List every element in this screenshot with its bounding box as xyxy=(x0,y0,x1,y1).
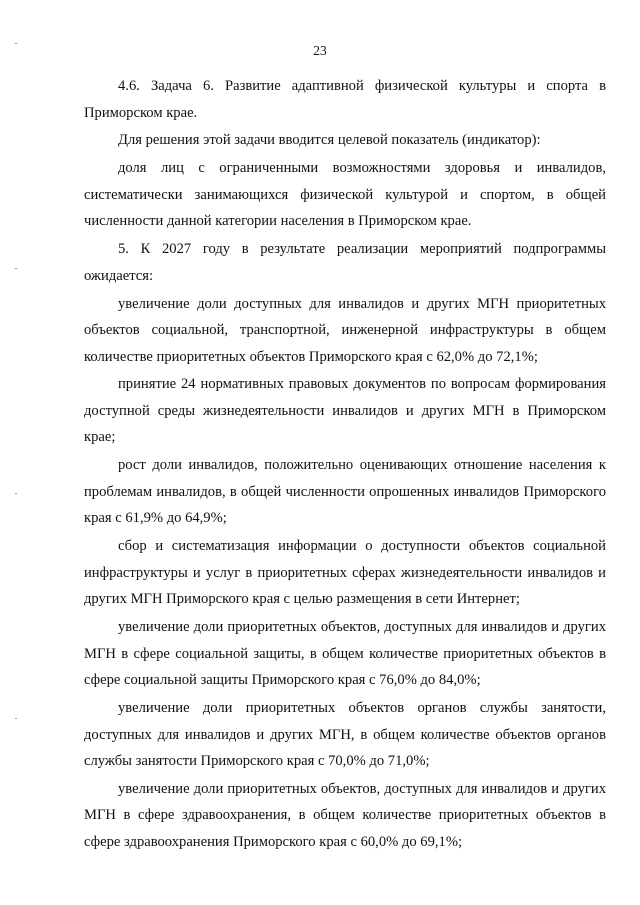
paragraph-indicator-intro: Для решения этой задачи вводится целевой показатель (индикатор): xyxy=(118,132,541,149)
document-body xyxy=(84,73,606,857)
paragraph-result-attitude: рост доли инвалидов, положительно оценивающих отношение населения к проблемам инвалидов, в общей численности опрошенных инвалидов Приморского края с 61,9% до 64,9%; xyxy=(84,457,606,527)
paragraph-task-6-heading: 4.6. Задача 6. Развитие адаптивной физической культуры и спорта в Приморском крае. xyxy=(84,78,606,121)
paragraph-result-regulations: принятие 24 нормативных правовых документов по вопросам формирования доступной среды жизнедеятельности инвалидов и других МГН в Приморском крае; xyxy=(84,376,606,446)
paragraph-indicator-definition: доля лиц с ограниченными возможностями здоровья и инвалидов, систематически занимающихся физической культурой и спортом, в общей численности данной категории населения в Приморском крае. xyxy=(84,160,606,230)
page-number: 23 xyxy=(313,43,327,58)
paragraph-result-infrastructure: увеличение доли доступных для инвалидов и других МГН приоритетных объектов социальной, транспортной, инженерной инфраструктуры в общем количестве приоритетных объектов Приморского края с 62,0% до 72,1%; xyxy=(84,295,606,365)
scan-margin-mark xyxy=(15,268,17,269)
paragraph-expected-results-heading: 5. К 2027 году в результате реализации мероприятий подпрограммы ожидается: xyxy=(84,241,606,284)
paragraph-result-information: сбор и систематизация информации о доступности объектов социальной инфраструктуры и услуг в приоритетных сферах жизнедеятельности инвалидов и других МГН Приморского края с целью размещения в сети Интернет; xyxy=(84,538,606,608)
paragraph-result-social-protection: увеличение доли приоритетных объектов, доступных для инвалидов и других МГН в сфере социальной защиты, в общем количестве приоритетных объектов в сфере социальной защиты Приморского края с 76,0% до 84,0%; xyxy=(84,619,606,689)
scan-margin-mark xyxy=(15,718,17,719)
paragraph-result-employment: увеличение доли приоритетных объектов органов службы занятости, доступных для инвалидов и других МГН, в общем количестве объектов органов службы занятости Приморского края с 70,0% до 71,0%; xyxy=(84,700,606,770)
paragraph-result-healthcare: увеличение доли приоритетных объектов, доступных для инвалидов и других МГН в сфере здравоохранения, в общем количестве приоритетных объектов в сфере здравоохранения Приморского края с 60,0% до 69,1%; xyxy=(84,780,606,850)
scan-margin-mark xyxy=(15,493,17,494)
